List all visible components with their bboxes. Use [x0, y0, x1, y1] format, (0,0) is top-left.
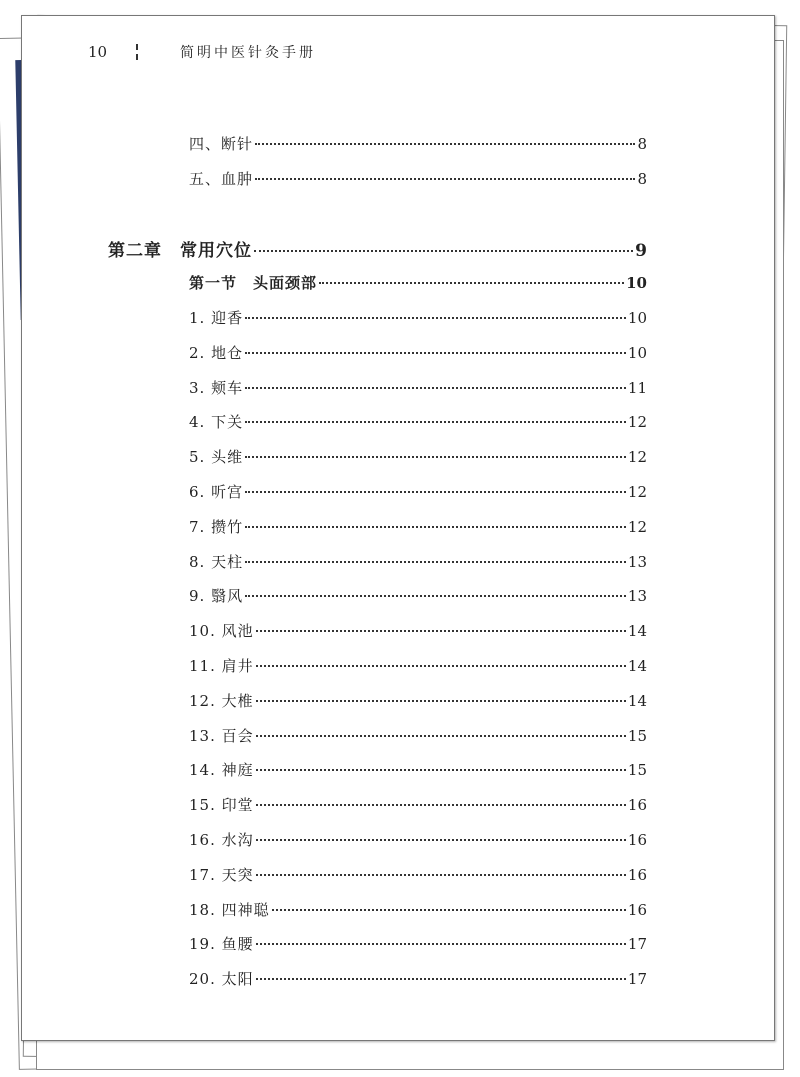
- toc-entry-page: 8: [637, 170, 647, 188]
- toc-entry[interactable]: [189, 307, 647, 327]
- toc-entry-label: 10. 风池: [189, 622, 254, 641]
- toc-entry-page: 14: [627, 691, 647, 710]
- toc-entry-page: 13: [627, 552, 647, 571]
- header-divider: [136, 44, 140, 60]
- dot-leader: [254, 250, 633, 252]
- toc-entry-label: 3. 颊车: [189, 378, 244, 397]
- toc-entry[interactable]: [189, 446, 647, 466]
- toc-entry-page: 8: [637, 135, 647, 153]
- toc-entry-label: 第一节 头面颈部: [189, 274, 318, 292]
- toc-entry-label: 9. 翳风: [189, 587, 244, 606]
- dot-leader: [256, 700, 626, 702]
- toc-entry-label: 4. 下关: [189, 413, 244, 432]
- dot-leader: [256, 630, 626, 632]
- dot-leader: [256, 769, 626, 771]
- toc-entry-page: 16: [627, 900, 647, 919]
- toc-entry-page: 12: [627, 483, 647, 501]
- toc-entry-page: 14: [627, 657, 647, 675]
- toc-entry-label: 20. 太阳: [189, 970, 254, 989]
- toc-entry-page: 12: [627, 413, 647, 432]
- toc-entry[interactable]: [189, 377, 647, 397]
- toc-entry[interactable]: [189, 655, 647, 675]
- dot-leader: [319, 282, 624, 284]
- toc-entry[interactable]: [189, 168, 647, 188]
- dot-leader: [256, 804, 626, 806]
- toc-entry-label: 7. 攒竹: [189, 517, 244, 536]
- dot-leader: [256, 943, 626, 945]
- toc-entry-label: 11. 肩井: [189, 657, 254, 675]
- dot-leader: [255, 143, 635, 145]
- book-title: 简明中医针灸手册: [180, 45, 316, 61]
- toc-entry-page: 17: [627, 935, 647, 954]
- toc-entry-label: 17. 天突: [189, 865, 254, 884]
- dot-leader: [256, 874, 626, 876]
- toc-entry-label: 18. 四神聪: [189, 900, 270, 919]
- dot-leader: [256, 735, 626, 737]
- toc-entry-page: 16: [627, 796, 647, 815]
- toc-entry-label: 15. 印堂: [189, 796, 254, 815]
- dot-leader: [245, 352, 626, 354]
- toc-entry-label: 2. 地仓: [189, 343, 244, 362]
- dot-leader: [245, 317, 626, 319]
- toc-entry[interactable]: [189, 794, 647, 814]
- dot-leader: [245, 421, 626, 423]
- toc-entry[interactable]: [189, 342, 647, 362]
- dot-leader: [245, 456, 626, 458]
- dot-leader: [245, 561, 626, 563]
- dot-leader: [245, 526, 626, 528]
- dot-leader: [256, 839, 626, 841]
- dot-leader: [245, 491, 626, 493]
- toc-entry-page: 16: [627, 831, 647, 849]
- toc-entry-label: 6. 听宫: [189, 483, 244, 501]
- toc-entry[interactable]: [189, 690, 647, 710]
- toc-entry-label: 16. 水沟: [189, 831, 254, 849]
- toc-entry-page: 14: [627, 622, 647, 641]
- toc-entry-page: 10: [627, 309, 647, 327]
- dot-leader: [255, 178, 635, 180]
- toc-entry-label: 19. 鱼腰: [189, 935, 254, 954]
- toc-entry[interactable]: [189, 933, 647, 953]
- toc-entry[interactable]: [189, 133, 647, 153]
- toc-entry[interactable]: [189, 899, 647, 919]
- toc-entry-label: 四、断针: [189, 135, 254, 153]
- toc-entry[interactable]: [189, 829, 647, 849]
- toc-entry-page: 9: [635, 241, 647, 261]
- toc-entry[interactable]: [189, 551, 647, 571]
- toc-entry-label: 5. 头维: [189, 448, 244, 467]
- toc-entry[interactable]: [189, 725, 647, 745]
- toc-entry-label: 13. 百会: [189, 726, 254, 745]
- toc-entry-page: 16: [627, 865, 647, 884]
- dot-leader: [272, 909, 626, 911]
- dot-leader: [245, 595, 626, 597]
- toc-entry[interactable]: [189, 481, 647, 501]
- toc-entry-label: 五、血肿: [189, 170, 254, 188]
- toc-entry-page: 12: [627, 448, 647, 467]
- toc-entry[interactable]: [189, 516, 647, 536]
- toc-entry-page: 17: [627, 970, 647, 989]
- toc-entry[interactable]: [189, 411, 647, 431]
- toc-entry-page: 15: [627, 761, 647, 780]
- toc-entry[interactable]: [189, 620, 647, 640]
- toc-entry-label: 第二章 常用穴位: [108, 241, 252, 261]
- toc-entry-page: 12: [627, 517, 647, 536]
- toc-entry-label: 12. 大椎: [189, 691, 254, 710]
- dot-leader: [245, 387, 626, 389]
- toc-entry[interactable]: [189, 759, 647, 779]
- toc-entry[interactable]: [189, 864, 647, 884]
- toc-entry[interactable]: [189, 585, 647, 605]
- toc-entry-label: 14. 神庭: [189, 761, 254, 780]
- toc-entry-page: 15: [627, 726, 647, 745]
- page-header: [88, 42, 316, 62]
- toc-entry[interactable]: [189, 272, 647, 292]
- dot-leader: [256, 665, 626, 667]
- toc-entry-page: 11: [627, 378, 647, 397]
- toc-entry-label: 1. 迎香: [189, 309, 244, 327]
- dot-leader: [256, 978, 626, 980]
- toc-entry-page: 13: [627, 587, 647, 606]
- toc-entry[interactable]: [108, 236, 647, 261]
- toc-entry-page: 10: [626, 274, 647, 292]
- toc-entry-page: 10: [627, 343, 647, 362]
- toc-entry[interactable]: [189, 968, 647, 988]
- toc-entry-label: 8. 天柱: [189, 552, 244, 571]
- page-number: 10: [88, 43, 108, 61]
